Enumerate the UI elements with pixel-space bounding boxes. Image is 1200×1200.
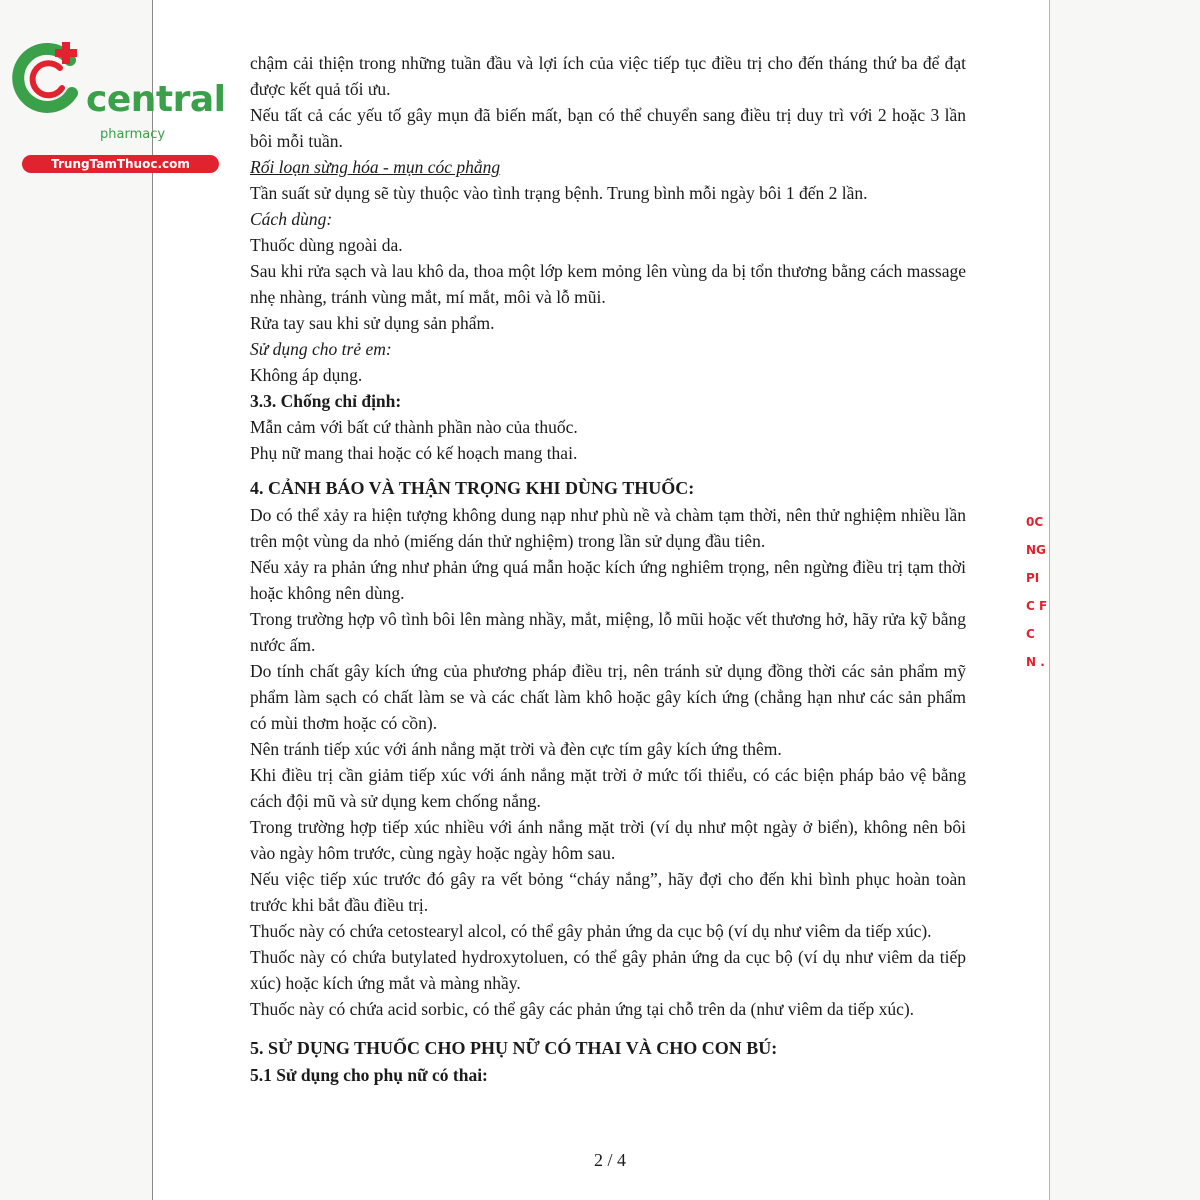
paragraph: Rối loạn sừng hóa - mụn cóc phẳng bbox=[250, 157, 501, 177]
brand-name: central bbox=[86, 79, 226, 120]
paragraph: Thuốc này có chứa cetostearyl alcol, có thể gây phản ứng da cục bộ (ví dụ như viêm da tiếp xúc). bbox=[250, 921, 932, 941]
logo-c-icon bbox=[10, 38, 90, 118]
paragraph: Nếu xảy ra phản ứng như phản ứng quá mẫn hoặc kích ứng nghiêm trọng, nên ngừng điều trị tạm thời hoặc không nên dùng. bbox=[250, 557, 966, 603]
stamp-text: C bbox=[1026, 627, 1035, 641]
paragraph: Khi điều trị cần giảm tiếp xúc với ánh nắng mặt trời ở mức tối thiểu, có các biện pháp bảo vệ bằng cách đội mũ và sử dụng kem chống nắng. bbox=[250, 765, 966, 811]
paragraph: Trong trường hợp tiếp xúc nhiều với ánh nắng mặt trời (ví dụ như một ngày ở biển), không nên bôi vào ngày hôm trước, cùng ngày hoặc ngày hôm sau. bbox=[250, 817, 966, 863]
red-stamp-fragment bbox=[1026, 508, 1056, 676]
paragraph: Nếu việc tiếp xúc trước đó gây ra vết bỏng “cháy nắng”, hãy đợi cho đến khi bình phục hoàn toàn trước khi bắt đầu điều trị. bbox=[250, 869, 966, 915]
document-body bbox=[250, 50, 966, 1088]
section-heading: 4. CẢNH BÁO VÀ THẬN TRỌNG KHI DÙNG THUỐC: bbox=[250, 478, 695, 498]
stamp-text: C F bbox=[1026, 599, 1048, 613]
paragraph: Phụ nữ mang thai hoặc có kế hoạch mang thai. bbox=[250, 443, 578, 463]
brand-subtitle: pharmacy bbox=[100, 127, 166, 142]
brand-url-badge: TrungTamThuoc.com bbox=[22, 155, 219, 173]
paragraph: Thuốc dùng ngoài da. bbox=[250, 235, 403, 255]
stamp-text: N . bbox=[1026, 655, 1045, 669]
stamp-text: PI bbox=[1026, 571, 1040, 585]
paragraph: Không áp dụng. bbox=[250, 365, 363, 385]
paragraph: 3.3. Chống chỉ định: bbox=[250, 391, 402, 411]
paragraph: 5.1 Sử dụng cho phụ nữ có thai: bbox=[250, 1065, 488, 1085]
paragraph: Sau khi rửa sạch và lau khô da, thoa một lớp kem mỏng lên vùng da bị tổn thương bằng cách massage nhẹ nhàng, tránh vùng mắt, mí mắt, môi và lỗ mũi. bbox=[250, 261, 966, 307]
section-heading: 5. SỬ DỤNG THUỐC CHO PHỤ NỮ CÓ THAI VÀ CHO CON BÚ: bbox=[250, 1038, 778, 1058]
paragraph: Do tính chất gây kích ứng của phương pháp điều trị, nên tránh sử dụng đồng thời các sản phẩm mỹ phẩm làm sạch có chất làm se và các chất làm khô hoặc gây kích ứng (chẳng hạn như các sản phẩm có mùi thơm hoặc có cồn). bbox=[250, 661, 966, 733]
paragraph: Mẫn cảm với bất cứ thành phần nào của thuốc. bbox=[250, 417, 578, 437]
paragraph: Do có thể xảy ra hiện tượng không dung nạp như phù nề và chàm tạm thời, nên thử nghiệm nhiều lần trên một vùng da nhỏ (miếng dán thử nghiệm) trong lần sử dụng đầu tiên. bbox=[250, 505, 966, 551]
paragraph: Nếu tất cả các yếu tố gây mụn đã biến mất, bạn có thể chuyển sang điều trị duy trì với 2 hoặc 3 lần bôi mỗi tuần. bbox=[250, 105, 966, 151]
paragraph: Tần suất sử dụng sẽ tùy thuộc vào tình trạng bệnh. Trung bình mỗi ngày bôi 1 đến 2 lần. bbox=[250, 183, 868, 203]
paragraph: Thuốc này có chứa acid sorbic, có thể gây các phản ứng tại chỗ trên da (như viêm da tiếp xúc). bbox=[250, 999, 915, 1019]
paragraph: Nên tránh tiếp xúc với ánh nắng mặt trời và đèn cực tím gây kích ứng thêm. bbox=[250, 739, 782, 759]
paragraph: chậm cải thiện trong những tuần đầu và lợi ích của việc tiếp tục điều trị cho đến tháng thứ ba để đạt được kết quả tối ưu. bbox=[250, 53, 966, 99]
stamp-text: 0C bbox=[1026, 515, 1044, 529]
stamp-text: NG bbox=[1026, 543, 1046, 557]
page-number: 2 / 4 bbox=[593, 1150, 626, 1170]
paragraph: Sử dụng cho trẻ em: bbox=[250, 339, 392, 359]
paragraph: Cách dùng: bbox=[250, 209, 333, 229]
paragraph: Rửa tay sau khi sử dụng sản phẩm. bbox=[250, 313, 495, 333]
paragraph: Thuốc này có chứa butylated hydroxytoluen, có thể gây phản ứng da cục bộ (ví dụ như viêm da tiếp xúc) hoặc kích ứng mắt và màng nhầy. bbox=[250, 947, 966, 993]
central-pharmacy-logo bbox=[10, 38, 226, 171]
paragraph: Trong trường hợp vô tình bôi lên màng nhầy, mắt, miệng, lỗ mũi hoặc vết thương hở, hãy rửa kỹ bằng nước ấm. bbox=[250, 609, 966, 655]
